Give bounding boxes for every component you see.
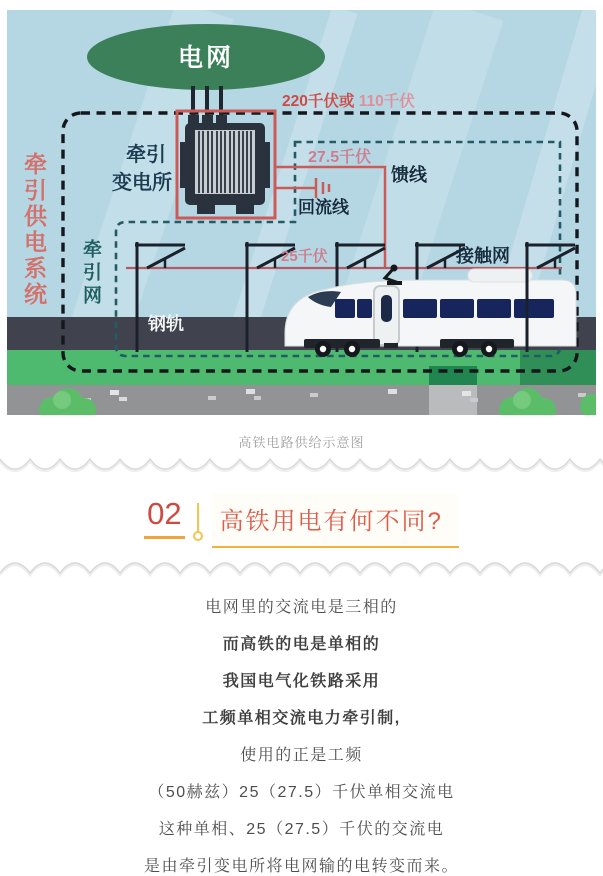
grid-label: 电网 [177,44,235,72]
body-line: 工频单相交流电力牵引制, [202,710,401,727]
scallop-divider-bottom [0,553,603,577]
body-line: 我国电气化铁路采用 [222,673,381,690]
section-title: 高铁用电有何不同? [212,494,459,548]
body-line: 而高铁的电是单相的 [222,636,381,653]
body-line: 这种单相、25（27.5）千伏的交流电 [158,821,445,838]
feeder-label: 馈线 [391,165,427,185]
body-line: （50赫兹）25（27.5）千伏单相交流电 [148,784,455,801]
section-pin-line [197,503,199,532]
body-line: 是由牵引变电所将电网输的电转变而来。 [143,858,459,875]
section-pin-dot [193,531,203,541]
train-door-window [381,295,392,322]
diagram-canvas [7,10,596,418]
traction-net-label-vertical: 牵引网 [80,239,101,308]
grid-voltage-label: 220千伏或 110千伏 [282,93,415,110]
return-label: 回流线 [298,198,349,217]
transformer [180,115,270,214]
power-supply-diagram [7,10,596,418]
grass-band [7,350,596,385]
body-line: 电网里的交流电是三相的 [205,599,398,616]
grass-band-dark [520,350,596,385]
section-pin [193,494,203,541]
catenary-voltage-label: 25千伏 [281,248,328,265]
scallop-divider-top [0,457,603,481]
figure-caption: 高铁电路供给示意图 [238,435,365,450]
catenary-label: 接触网 [456,246,510,266]
body-line: 使用的正是工频 [240,747,363,764]
substation-label-line1: 牵引 [126,144,166,166]
train-windows [335,299,554,318]
section-number: 02 [144,494,184,539]
road-light-column [429,385,477,415]
rail-label: 钢轨 [148,314,184,334]
feeder-voltage-label: 27.5千伏 [308,149,372,166]
bridge-pier [429,366,477,386]
substation-label-line2: 变电所 [112,172,172,194]
body-text [0,589,603,876]
road-trim [7,415,596,418]
train-roof-unit [468,269,532,282]
system-label-vertical: 牵引供电系统 [21,152,47,308]
section-header [0,494,603,548]
